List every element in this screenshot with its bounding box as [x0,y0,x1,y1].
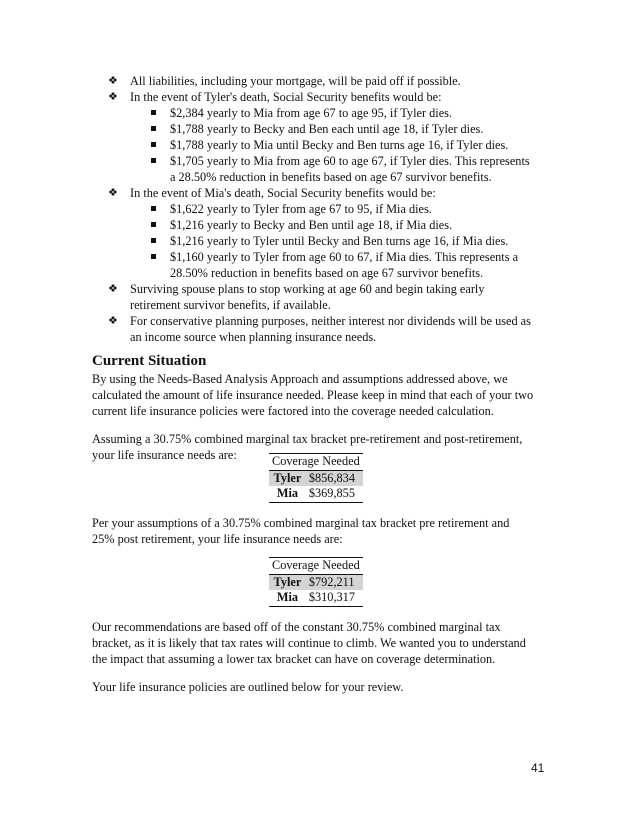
row-name: Mia [269,590,306,606]
diamond-bullet-icon: ❖ [108,283,118,295]
diamond-bullet-icon: ❖ [108,91,118,103]
row-amount: $310,317 [306,590,363,606]
list-item: For conservative planning purposes, neither interest nor dividends will be used as [130,314,531,328]
paragraph-line: Our recommendations are based off of the constant 30.75% combined marginal tax [92,620,501,634]
square-bullet-icon [151,126,156,131]
square-bullet-icon [151,222,156,227]
diamond-bullet-icon: ❖ [108,75,118,87]
list-item: $1,705 yearly to Mia from age 60 to age 67, if Tyler dies. This represents [170,154,530,168]
square-bullet-icon [151,142,156,147]
paragraph-line: By using the Needs-Based Analysis Approach and assumptions addressed above, we [92,372,508,386]
paragraph-line: the impact that assuming a lower tax bracket can have on coverage determination. [92,652,496,666]
table-row [269,486,363,502]
list-item: $1,216 yearly to Becky and Ben until age 18, if Mia dies. [170,218,453,232]
list-item: In the event of Mia's death, Social Security benefits would be: [130,186,436,200]
square-bullet-icon [151,158,156,163]
paragraph-line: calculated the amount of life insurance needed. Please keep in mind that each of your two [92,388,534,402]
list-item: $1,216 yearly to Tyler until Becky and Ben turns age 16, if Mia dies. [170,234,509,248]
page-number: 41 [531,761,545,775]
paragraph-line: bracket, as it is likely that tax rates will continue to climb. We wanted you to understand [92,636,526,650]
coverage-table-1 [269,453,363,503]
square-bullet-icon [151,206,156,211]
row-amount: $792,211 [306,574,363,590]
list-item-continuation: a 28.50% reduction in benefits based on age 67 survivor benefits. [170,170,492,184]
paragraph-line: Per your assumptions of a 30.75% combined marginal tax bracket pre retirement and [92,516,510,530]
list-item: Surviving spouse plans to stop working at age 60 and begin taking early [130,282,485,296]
table-header: Coverage Needed [269,558,363,575]
list-item: $1,160 yearly to Tyler from age 60 to 67, if Mia dies. This represents a [170,250,519,264]
paragraph-line: current life insurance policies were factored into the coverage needed calculation. [92,404,494,418]
list-item: In the event of Tyler's death, Social Security benefits would be: [130,90,442,104]
row-amount: $856,834 [306,470,363,486]
table-header: Coverage Needed [269,454,363,471]
square-bullet-icon [151,254,156,259]
row-amount: $369,855 [306,486,363,502]
square-bullet-icon [151,110,156,115]
list-item: $1,788 yearly to Mia until Becky and Ben turns age 16, if Tyler dies. [170,138,509,152]
paragraph-line: your life insurance needs are: [92,448,237,462]
coverage-table-2 [269,557,363,607]
list-item: $1,788 yearly to Becky and Ben each until age 18, if Tyler dies. [170,122,484,136]
list-item-continuation: an income source when planning insurance needs. [130,330,377,344]
list-item-continuation: 28.50% reduction in benefits based on age 67 survivor benefits. [170,266,484,280]
list-item: $1,622 yearly to Tyler from age 67 to 95, if Mia dies. [170,202,432,216]
table-row [269,590,363,606]
diamond-bullet-icon: ❖ [108,187,118,199]
paragraph-line: 25% post retirement, your life insurance needs are: [92,532,343,546]
square-bullet-icon [151,238,156,243]
table-row [269,470,363,486]
diamond-bullet-icon: ❖ [108,315,118,327]
list-item: All liabilities, including your mortgage, will be paid off if possible. [130,74,461,88]
section-heading: Current Situation [92,353,207,369]
closing-line: Your life insurance policies are outlined below for your review. [92,680,404,694]
row-name: Tyler [269,574,306,590]
paragraph-line: Assuming a 30.75% combined marginal tax bracket pre-retirement and post-retirement, [92,432,523,446]
table-row [269,574,363,590]
list-item: $2,384 yearly to Mia from age 67 to age 95, if Tyler dies. [170,106,453,120]
row-name: Tyler [269,470,306,486]
row-name: Mia [269,486,306,502]
list-item-continuation: retirement survivor benefits, if available. [130,298,331,312]
